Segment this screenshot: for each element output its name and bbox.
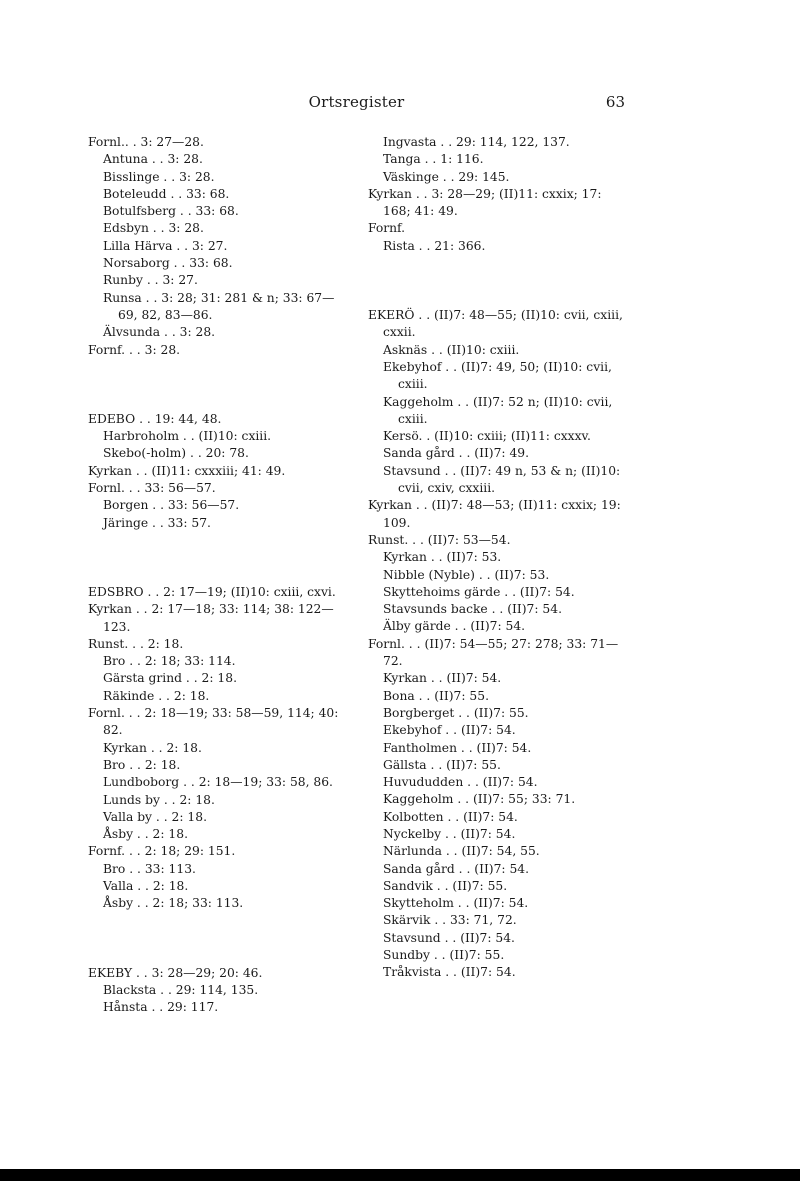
index-subentry: Stavsunds backe . . (II)7: 54. — [383, 602, 562, 617]
running-title: Ortsregister — [308, 93, 405, 111]
index-subentry: Kolbotten . . (II)7: 54. — [383, 809, 518, 824]
index-subentry: Kaggeholm . . (II)7: 52 n; (II)10: cvii, cxiii. — [383, 394, 613, 426]
index-entry: Fornl. . . 33: 56—57. — [88, 481, 216, 496]
index-entry: EKERÖ . . (II)7: 48—55; (II)10: cvii, cxiii, cxxii. — [368, 308, 623, 340]
index-subentry: Fantholmen . . (II)7: 54. — [383, 740, 532, 755]
index-subentry: Nibble (Nyble) . . (II)7: 53. — [383, 567, 550, 582]
index-subentry: Norsaborg . . 33: 68. — [103, 256, 233, 271]
index-entry: Fornf. . . 3: 28. — [88, 342, 181, 357]
index-subentry: Stavsund . . (II)7: 54. — [383, 930, 515, 945]
index-subentry: Åsby . . 2: 18; 33: 113. — [103, 896, 244, 911]
index-subentry: Runby . . 3: 27. — [103, 273, 198, 288]
index-subentry: Kyrkan . . (II)7: 54. — [383, 671, 502, 686]
index-subentry: Edsbyn . . 3: 28. — [103, 221, 204, 236]
index-subentry: Skebo(-holm) . . 20: 78. — [103, 446, 249, 461]
index-subentry: Skyttehoims gärde . . (II)7: 54. — [383, 584, 575, 599]
index-subentry: Lunds by . . 2: 18. — [103, 792, 215, 807]
index-subentry: Valla by . . 2: 18. — [103, 809, 207, 824]
index-section — [88, 134, 350, 359]
index-subentry: Tanga . . 1: 116. — [383, 152, 484, 167]
index-entry: EKEBY . . 3: 28—29; 20: 46. — [88, 965, 263, 980]
index-subentry: Skytteholm . . (II)7: 54. — [383, 896, 529, 911]
index-section — [368, 134, 628, 255]
index-entry: EDSBRO . . 2: 17—19; (II)10: cxiii, cxvi. — [88, 584, 336, 599]
index-subentry: Asknäs . . (II)10: cxiii. — [383, 342, 520, 357]
index-entry: Runst. . . 2: 18. — [88, 636, 184, 651]
index-entry: Fornl. . . (II)7: 54—55; 27: 278; 33: 71—72. — [368, 636, 619, 669]
index-section — [88, 411, 350, 532]
index-entry: Kyrkan . . 3: 28—29; (II)11: cxxix; 17: 168; 41: 49. — [368, 186, 602, 219]
index-entry: Runst. . . (II)7: 53—54. — [368, 532, 511, 547]
index-subentry: Hånsta . . 29: 117. — [103, 1000, 219, 1015]
index-subentry: Väskinge . . 29: 145. — [383, 169, 510, 184]
index-subentry: Kyrkan . . (II)7: 53. — [383, 550, 502, 565]
index-subentry: Rista . . 21: 366. — [383, 238, 486, 253]
index-subentry: Gällsta . . (II)7: 55. — [383, 757, 501, 772]
index-subentry: Huvududden . . (II)7: 54. — [383, 775, 538, 790]
index-subentry: Runsa . . 3: 28; 31: 281 & n; 33: 67—69, 82, 83—86. — [103, 290, 335, 322]
index-subentry: Närlunda . . (II)7: 54, 55. — [383, 844, 540, 859]
index-subentry: Valla . . 2: 18. — [103, 878, 189, 893]
index-subentry: Sanda gård . . (II)7: 49. — [383, 446, 530, 461]
index-subentry: Gärsta grind . . 2: 18. — [103, 671, 237, 686]
index-subentry: Lundboborg . . 2: 18—19; 33: 58, 86. — [103, 775, 333, 790]
index-subentry: Sanda gård . . (II)7: 54. — [383, 861, 530, 876]
page-header — [88, 93, 625, 115]
index-subentry: Harbroholm . . (II)10: cxiii. — [103, 429, 272, 444]
index-subentry: Kersö. . (II)10: cxiii; (II)11: cxxxv. — [383, 429, 591, 444]
index-entry: Fornl. . . 2: 18—19; 33: 58—59, 114; 40: 82. — [88, 706, 339, 738]
index-subentry: Bro . . 2: 18; 33: 114. — [103, 654, 236, 669]
index-subentry: Stavsund . . (II)7: 49 n, 53 & n; (II)10: cvii, cxiv, cxxiii. — [383, 463, 621, 496]
index-entry: EDEBO . . 19: 44, 48. — [88, 411, 222, 426]
index-subentry: Tråkvista . . (II)7: 54. — [383, 965, 516, 980]
index-subentry: Bro . . 33: 113. — [103, 861, 196, 876]
index-entry: Fornf. — [368, 221, 406, 236]
index-subentry: Boteleudd . . 33: 68. — [103, 186, 230, 201]
index-subentry: Kaggeholm . . (II)7: 55; 33: 71. — [383, 792, 576, 807]
index-section — [368, 307, 628, 982]
index-subentry: Lilla Härva . . 3: 27. — [103, 238, 228, 253]
index-subentry: Bro . . 2: 18. — [103, 757, 181, 772]
index-subentry: Sundby . . (II)7: 55. — [383, 948, 505, 963]
index-subentry: Ingvasta . . 29: 114, 122, 137. — [383, 135, 570, 149]
index-section — [88, 584, 350, 913]
index-subentry: Borgberget . . (II)7: 55. — [383, 705, 529, 720]
index-subentry: Ekebyhof . . (II)7: 49, 50; (II)10: cvii, cxiii. — [383, 359, 612, 392]
index-subentry: Borgen . . 33: 56—57. — [103, 498, 240, 513]
index-entry: Fornl.. . 3: 27—28. — [88, 135, 204, 149]
index-subentry: Antuna . . 3: 28. — [103, 152, 203, 167]
index-subentry: Ekebyhof . . (II)7: 54. — [383, 723, 516, 738]
index-subentry: Järinge . . 33: 57. — [103, 515, 211, 530]
index-subentry: Blacksta . . 29: 114, 135. — [103, 982, 259, 997]
index-subentry: Nyckelby . . (II)7: 54. — [383, 826, 516, 841]
index-subentry: Botulfsberg . . 33: 68. — [103, 204, 239, 219]
index-subentry: Kyrkan . . 2: 18. — [103, 740, 202, 755]
index-entry: Kyrkan . . (II)7: 48—53; (II)11: cxxix; 19: 109. — [368, 498, 621, 530]
left-column — [88, 134, 350, 1016]
index-subentry: Sandvik . . (II)7: 55. — [383, 878, 508, 893]
index-subentry: Bisslinge . . 3: 28. — [103, 169, 215, 184]
index-section — [88, 965, 350, 1017]
index-entry: Kyrkan . . 2: 17—18; 33: 114; 38: 122—123. — [88, 602, 334, 634]
index-entry: Kyrkan . . (II)11: cxxxiii; 41: 49. — [88, 463, 286, 478]
index-subentry: Åsby . . 2: 18. — [103, 827, 188, 842]
scan-bottom-edge — [0, 1169, 800, 1181]
index-subentry: Bona . . (II)7: 55. — [383, 688, 489, 703]
index-entry: Fornf. . . 2: 18; 29: 151. — [88, 844, 236, 859]
page-number: 63 — [605, 93, 625, 111]
index-subentry: Älby gärde . . (II)7: 54. — [383, 619, 526, 634]
index-subentry: Älvsunda . . 3: 28. — [103, 325, 216, 340]
index-subentry: Skärvik . . 33: 71, 72. — [383, 913, 517, 928]
right-column — [368, 134, 628, 982]
index-subentry: Räkinde . . 2: 18. — [103, 688, 210, 703]
